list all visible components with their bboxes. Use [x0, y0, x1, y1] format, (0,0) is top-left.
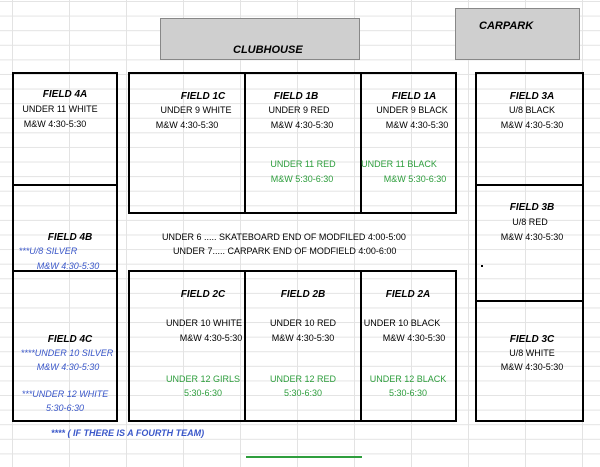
- field-3c-box: [475, 300, 584, 422]
- field-4b-time: M&W 4:30-5:30: [36, 261, 100, 271]
- modfield-under6-note: UNDER 6 ..... SKATEBOARD END OF MODFILED 4:00-5:00: [162, 232, 406, 242]
- carpark-block: [455, 8, 580, 60]
- field-3c-time: M&W 4:30-5:30: [500, 362, 564, 372]
- field-2a-time-1: M&W 4:30-5:30: [382, 333, 446, 343]
- field-3a-time: M&W 4:30-5:30: [500, 120, 564, 130]
- field-4a-team: UNDER 11 WHITE: [22, 104, 98, 114]
- field-4c-time-2: 5:30-6:30: [45, 403, 85, 413]
- field-4b-box: [12, 184, 118, 272]
- field-1b-time-2: M&W 5:30-6:30: [270, 174, 334, 184]
- field-2c-time-2: 5:30-6:30: [183, 388, 223, 398]
- field-2a-team-1: UNDER 10 BLACK: [363, 318, 441, 328]
- field-4c-team-2: ***UNDER 12 WHITE: [21, 389, 109, 399]
- field-3b-team: U/8 RED: [512, 217, 548, 227]
- footnote: **** ( IF THERE IS A FOURTH TEAM): [51, 428, 205, 438]
- field-1b-time-1: M&W 4:30-5:30: [270, 120, 334, 130]
- active-cell-indicator: [246, 456, 362, 458]
- field-1c-team: UNDER 9 WHITE: [160, 105, 232, 115]
- field-2c-team-2: UNDER 12 GIRLS: [165, 374, 241, 384]
- field-4a-title: FIELD 4A: [42, 89, 88, 100]
- field-1a-team-1: UNDER 9 BLACK: [376, 105, 448, 115]
- field-2c-title: FIELD 2C: [180, 289, 226, 300]
- field-3a-team: U/8 BLACK: [508, 105, 556, 115]
- field-1c-time: M&W 4:30-5:30: [155, 120, 219, 130]
- carpark-label: CARPARK: [479, 20, 534, 32]
- field-2a-time-2: 5:30-6:30: [388, 388, 428, 398]
- field-2c-time-1: M&W 4:30-5:30: [179, 333, 243, 343]
- clubhouse-label: CLUBHOUSE: [233, 44, 303, 56]
- field-4b-team: ***U/8 SILVER: [18, 246, 78, 256]
- field-3b-title: FIELD 3B: [509, 202, 555, 213]
- field-4c-time-1: M&W 4:30-5:30: [36, 362, 100, 372]
- field-2a-team-2: UNDER 12 BLACK: [369, 374, 447, 384]
- field-3c-title: FIELD 3C: [509, 334, 555, 345]
- field-4b-title: FIELD 4B: [47, 232, 93, 243]
- field-1a-team-2: UNDER 11 BLACK: [361, 159, 437, 169]
- field-1a-time-2: M&W 5:30-6:30: [383, 174, 447, 184]
- field-3a-title: FIELD 3A: [509, 91, 555, 102]
- field-4a-time: M&W 4:30-5:30: [23, 119, 87, 129]
- field-4c-title: FIELD 4C: [47, 334, 93, 345]
- field-2b-team-1: UNDER 10 RED: [269, 318, 337, 328]
- field-3b-time: M&W 4:30-5:30: [500, 232, 564, 242]
- stray-dot: [481, 265, 483, 267]
- field-1b-title: FIELD 1B: [273, 91, 319, 102]
- field-1a-time-1: M&W 4:30-5:30: [385, 120, 449, 130]
- field-2a-title: FIELD 2A: [385, 289, 431, 300]
- modfield-under7-note: UNDER 7..... CARPARK END OF MODFIELD 4:00-6:00: [173, 246, 397, 256]
- field-1b-team-2: UNDER 11 RED: [270, 159, 336, 169]
- field-2b-team-2: UNDER 12 RED: [269, 374, 337, 384]
- field-2b-time-2: 5:30-6:30: [283, 388, 323, 398]
- field-4c-team-1: ****UNDER 10 SILVER: [20, 348, 114, 358]
- field-2b-title: FIELD 2B: [280, 289, 326, 300]
- field-3c-team: U/8 WHITE: [509, 348, 555, 358]
- field-2b-time-1: M&W 4:30-5:30: [271, 333, 335, 343]
- field-1b-team-1: UNDER 9 RED: [268, 105, 330, 115]
- field-1c-title: FIELD 1C: [180, 91, 226, 102]
- field-2c-team-1: UNDER 10 WHITE: [165, 318, 243, 328]
- field-1a-title: FIELD 1A: [391, 91, 437, 102]
